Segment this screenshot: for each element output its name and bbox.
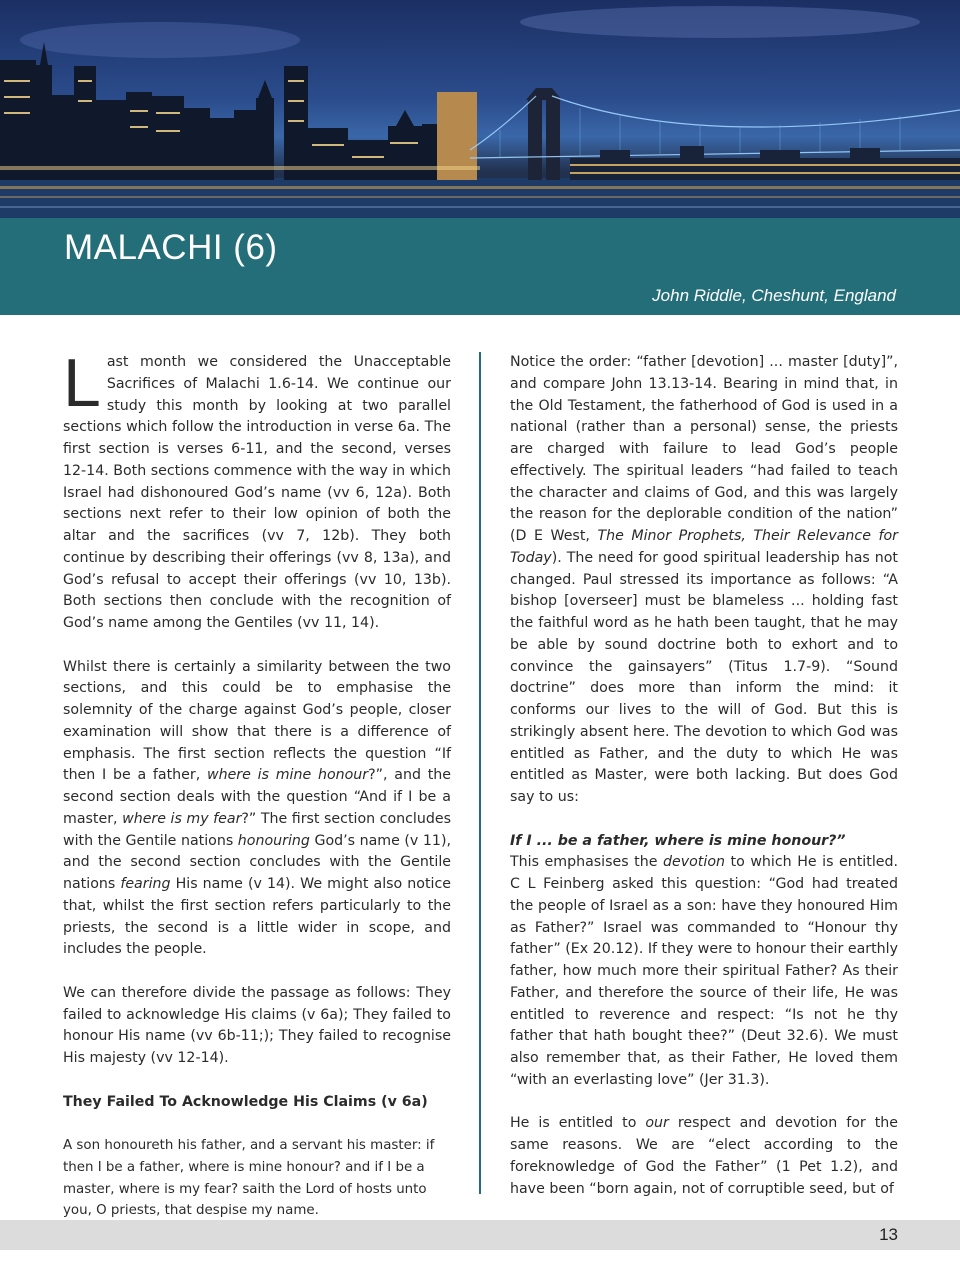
skyline-illustration: [0, 0, 960, 220]
article-title: MALACHI (6): [64, 228, 278, 267]
paragraph-intro: Last month we considered the Unacceptable Sacrifices of Malachi 1.6-14. We continue our study this month by looking at two parallel sections which follow the introduction in verse 6a. The first section is verses 6-11, and the second, verses 12-14. Both sections commence with the way in which Israel had dishonoured God’s name (vv 6, 12a). Both sections next refer to their low opinion of both the altar and the sacrifices (vv 7, 12b). They both continue by describing their offerings (vv 8, 13a), and God’s refusal to accept their offerings (vv 10, 13b). Both sections then conclude with the recognition of God’s name among the Gentiles (vv 11, 14).: [63, 345, 451, 631]
paragraph-entitled: He is entitled to our respect and devotion for the same reasons. We are “elect according to the foreknowledge of God the Father” (1 Pet 1.2), and have been “born again, not of corruptible seed, but of: [510, 1115, 898, 1197]
article-author: John Riddle, Cheshunt, England: [652, 286, 896, 305]
header-photo-city-skyline: [0, 0, 960, 220]
right-column: [510, 352, 898, 1222]
paragraph-comparison: Whilst there is certainly a similarity between the two sections, and this could be to emphasise the solemnity of the charge against God’s people, closer examination will show that there is a difference of emphasis. The first section reflects the question “If then I be a father, where is mine honour?”, and the second section deals with the question “And if I be a master, where is my fear?” The first section concludes with the Gentile nations honouring God’s name (v 11), and the second section concludes with the Gentile nations fearing His name (v 14). We might also notice that, whilst the first section refers particularly to the priests, the second is a little wider in scope, and includes the people.: [63, 658, 451, 958]
footer-bar: [0, 1220, 960, 1250]
scripture-quote: A son honoureth his father, and a servant his master: if then I be a father, where is mine honour? and if I be a master, where is my fear? saith the Lord of hosts unto you, O priests, that despise my name.: [63, 1138, 435, 1219]
subheading: If I ... be a father, where is mine honour?”: [510, 832, 846, 849]
section-heading: They Failed To Acknowledge His Claims (v 6a): [63, 1093, 428, 1110]
paragraph-division: We can therefore divide the passage as follows: They failed to acknowledge His claims (v 6a); They failed to honour His name (vv 6b-11;); They failed to recognise His majesty (vv 12-14).: [63, 984, 451, 1066]
paragraph-order: Notice the order: “father [devotion] ... master [duty]”, and compare John 13.13-14. Bearing in mind that, in the Old Testament, the fatherhood of God is used in a national (rather than a personal) sense, the priests are charged with failure to lead God’s people effectively. The spiritual leaders “had failed to teach the character and claims of God, and this was largely the reason for the deplorable condition of the nation” (D E West, The Minor Prophets, Their Relevance for Today). The need for good spiritual leadership has not changed. Paul stressed its importance as follows: “A bishop [overseer] must be blameless ... holding fast the faithful word as he hath been taught, that he may be able by sound doctrine both to exhort and to convince the gainsayers” (Titus 1.7-9). “Sound doctrine” does more than inform the mind: it conforms our lives to the will of God. But this is strikingly absent here. The devotion to which God was entitled as Father, and the duty to which He was entitled as Master, were both lacking. But does God say to us:: [510, 354, 899, 805]
drop-cap: L: [63, 345, 101, 421]
paragraph-father: If I ... be a father, where is mine honour?” This emphasises the devotion to which He is entitled. C L Feinberg asked this question: “God had treated the people of Israel as a son: have they honoured Him as Father?” Israel was commanded to “Honour thy father” (Ex 20.12). If they were to honour their earthly father, how much more their spiritual Father? As their Father, and therefore the source of their life, He was entitled to reverence and respect: “Is not he thy father that hath bought thee?” (Deut 32.6). We must also remember that, as their Father, He loved them “with an everlasting love” (Jer 31.3).: [510, 832, 899, 1088]
column-divider: [479, 352, 481, 1194]
left-column: [63, 345, 451, 1244]
page-number: 13: [879, 1225, 898, 1244]
